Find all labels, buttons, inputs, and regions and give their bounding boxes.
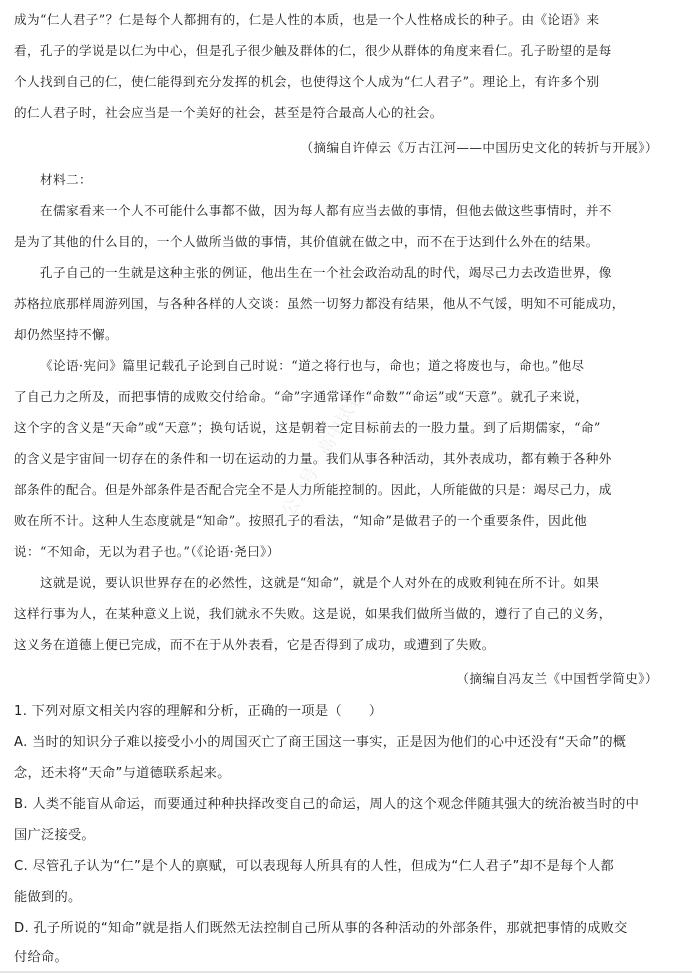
material2-p3-line-7: 说：“不知命，无以为君子也。”（《论语·尧曰》）: [14, 544, 280, 559]
material1-line-1: 成为“仁人君子”？仁是每个人都拥有的，仁是人性的本质，也是一个人性格成长的种子。由《论语》来: [14, 12, 600, 27]
material1-line-4: 的仁人君子时，社会应当是一个美好的社会，甚至是符合最高人心的社会。: [14, 105, 443, 120]
material2-p1-line-2: 是为了其他的什么目的，一个人做所当做的事情，其价值就在做之中，而不在于达到什么外在的结果。: [14, 234, 599, 249]
material2-p2-line-3: 却仍然坚持不懈。: [14, 327, 118, 342]
material2-p1-line-1: 在儒家看来一个人不可能什么事都不做，因为每人都有应当去做的事情，但他去做这些事情时，并不: [40, 203, 612, 218]
material2-p3-line-5: 部条件的配合。但是外部条件是否配合完全不是人力所能控制的。因此，人所能做的只是：竭尽己力，成: [14, 482, 612, 497]
option-d-line-2: 付给命。: [14, 950, 68, 965]
option-c-line-2: 能做到的。: [14, 890, 82, 905]
material2-p2-line-1: 孔子自己的一生就是这种主张的例证，他出生在一个社会政治动乱的时代，竭尽己力去改造世界，像: [40, 265, 612, 280]
material2-p2-line-2: 苏格拉底那样周游列国，与各种各样的人交谈：虽然一切努力都没有结果，他从不气馁，明知不可能成功，: [14, 296, 625, 311]
material1-source: （摘编自许倬云《万古江河——中国历史文化的转折与开展》）: [300, 140, 658, 155]
material2-p3-line-3: 这个字的含义是“天命”或“天意”；换句话说，这是朝着一定目标前去的一股力量。到了后期儒家，“命”: [14, 420, 601, 435]
material1-line-2: 看，孔子的学说是以仁为中心，但是孔子很少触及群体的仁，很少从群体的角度来看仁。孔子盼望的是每: [14, 43, 612, 58]
material1-line-3: 个人找到自己的仁，使仁能得到充分发挥的机会，也使得这个人成为“仁人君子”。理论上，有许多个别: [14, 74, 600, 89]
question-1-stem: 1. 下列对原文相关内容的理解和分析，正确的一项是（ ）: [14, 704, 383, 719]
option-a-line-2: 念，还未将“天命”与道德联系起来。: [14, 766, 231, 781]
material2-p4-line-1: 这就是说，要认识世界存在的必然性，这就是“知命”，就是个人对外在的成败利钝在所不计。如果: [40, 575, 600, 590]
option-c-line-1: C. 尽管孔子认为“仁”是个人的禀赋，可以表现每人所具有的人性，但成为“仁人君子”却不是每个人都: [14, 859, 615, 874]
material2-p3-line-6: 败在所不计。这种人生态度就是“知命”。按照孔子的看法，“知命”是做君子的一个重要条件，因此他: [14, 513, 588, 528]
option-a-line-1: A. 当时的知识分子难以接受小小的周国灭亡了商王国这一事实，正是因为他们的心中还没有“天命”的概: [14, 735, 627, 750]
material2-p4-line-2: 这样行事为人，在某种意义上说，我们就永不失败。这是说，如果我们做所当做的，遵行了自己的义务，: [14, 606, 612, 621]
material2-p3-line-2: 了自己力之所及，而把事情的成败交付给命。“命”字通常译作“命数”“命运”或“天意”。就孔子来说，: [14, 389, 589, 404]
material2-heading: 材料二：: [40, 172, 92, 187]
option-b-line-1: B. 人类不能盲从命运，而要通过种种抉择改变自己的命运，周人的这个观念伴随其强大的统治被当时的中: [14, 797, 640, 812]
material2-p3-line-4: 的含义是宇宙间一切存在的条件和一切在运动的力量。我们从事各种活动，其外表成功，都有赖于各种外: [14, 451, 612, 466]
watermark: 公众号 · 高中试卷: [277, 386, 368, 521]
option-b-line-2: 国广泛接受。: [14, 828, 95, 843]
option-d-line-1: D. 孔子所说的“知命”就是指人们既然无法控制自己所从事的各种活动的外部条件，那就把事情的成败交: [14, 921, 628, 936]
material2-source: （摘编自冯友兰《中国哲学简史》）: [456, 671, 658, 686]
material2-p3-line-1: 《论语·宪问》篇里记载孔子论到自己时说：“道之将行也与，命也；道之将废也与，命也。”他尽: [40, 358, 585, 373]
material2-p4-line-3: 这义务在道德上便已完成，而不在于从外表看，它是否得到了成功，或遭到了失败。: [14, 637, 495, 652]
